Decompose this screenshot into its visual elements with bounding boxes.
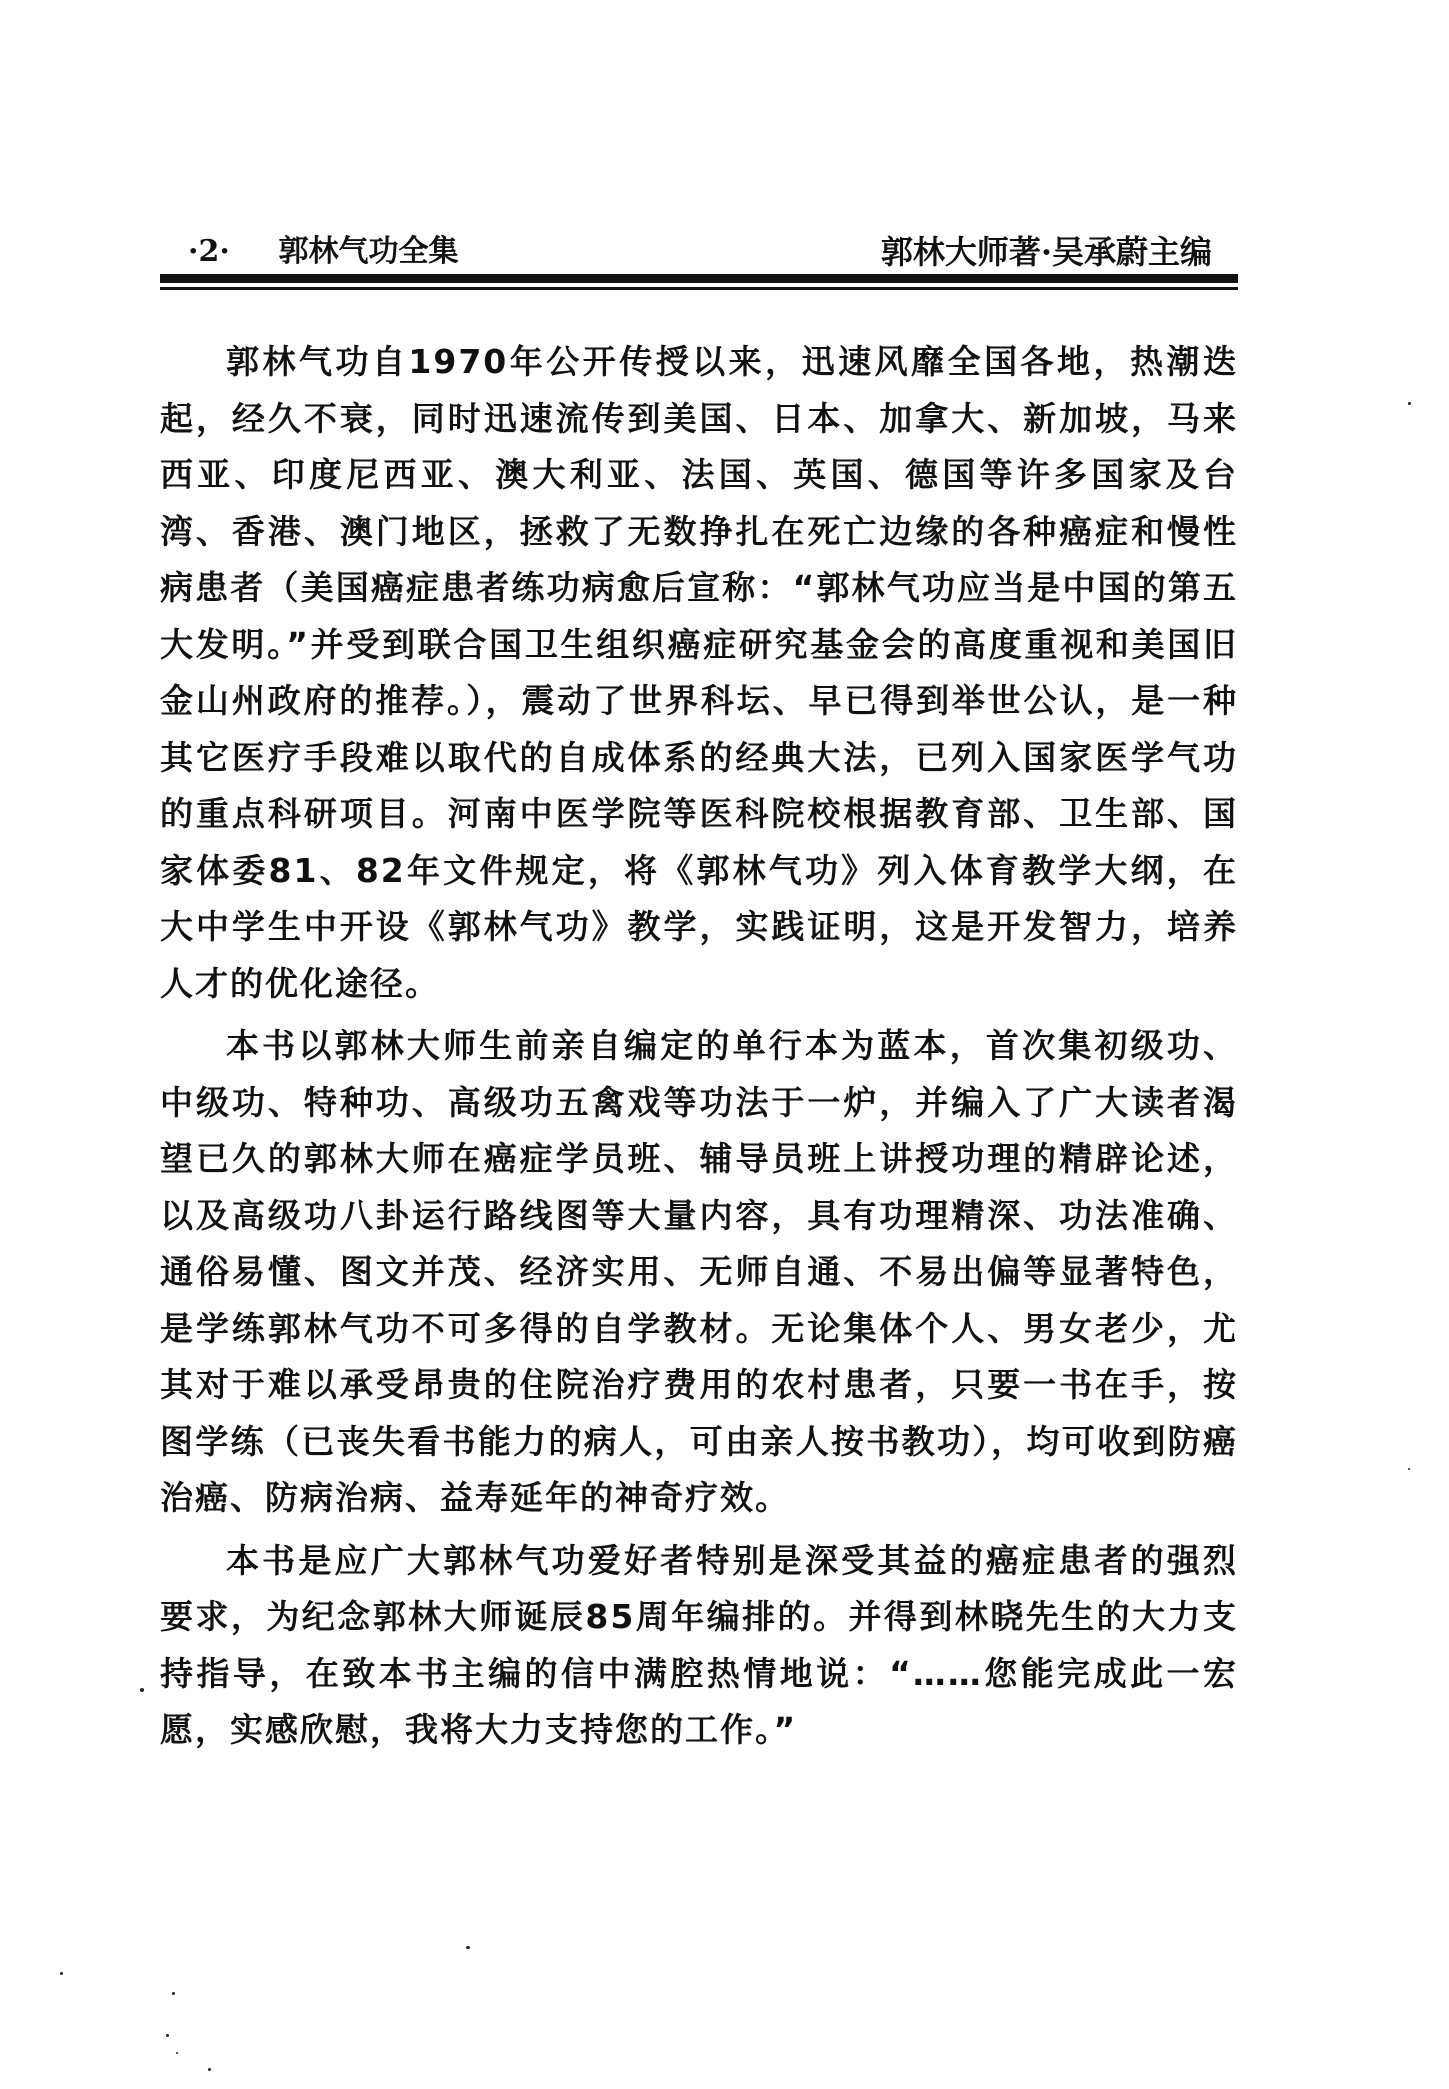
book-title: 郭林气功全集 [278, 234, 459, 269]
paragraph-1: 郭林气功自1970年公开传授以来，迅速风靡全国各地，热潮迭起，经久不衰，同时迅速流传到美国、日本、加拿大、新加坡，马来西亚、印度尼西亚、澳大利亚、法国、英国、德国等许多国家及台湾、香港、澳门地区，拯救了无数挣扎在死亡边缘的各种癌症和慢性病患者（美国癌症患者练功病愈后宣称：“郭林气功应当是中国的第五大发明。”并受到联合国卫生组织癌症研究基金会的高度重视和美国旧金山州政府的推荐。），震动了世界科坛、早已得到举世公认，是一种其它医疗手段难以取代的自成体系的经典大法，已列入国家医学气功的重点科研项目。河南中医学院等医科院校根据教育部、卫生部、国家体委81、82年文件规定，将《郭林气功》列入体育教学大纲，在大中学生中开设《郭林气功》教学，实践证明，这是开发智力，培养人才的优化途径。 [160, 342, 1238, 1003]
scan-speck [466, 1946, 470, 1949]
scan-speck [1408, 1468, 1410, 1470]
header-rule-thin [160, 287, 1238, 290]
page-number: ·2· [188, 234, 230, 269]
running-header [160, 222, 1240, 272]
scan-speck [1408, 402, 1411, 405]
author-line: 郭林大师著·吴承蔚主编 [880, 233, 1212, 271]
scan-speck [60, 1972, 63, 1975]
header-rule-thick [160, 274, 1238, 283]
scan-speck [140, 1688, 144, 1692]
paragraph-2: 本书以郭林大师生前亲自编定的单行本为蓝本，首次集初级功、中级功、特种功、高级功五禽戏等功法于一炉，并编入了广大读者渴望已久的郭林大师在癌症学员班、辅导员班上讲授功理的精辟论述，以及高级功八卦运行路线图等大量内容，具有功理精深、功法准确、通俗易懂、图文并茂、经济实用、无师自通、不易出偏等显著特色，是学练郭林气功不可多得的自学教材。无论集体个人、男女老少，尤其对于难以承受昂贵的住院治疗费用的农村患者，只要一书在手，按图学练（已丧失看书能力的病人，可由亲人按书教功），均可收到防癌治癌、防病治病、益寿延年的神奇疗效。 [160, 1026, 1238, 1517]
body-text [160, 334, 1238, 1765]
scan-speck [166, 2034, 169, 2037]
scan-speck [208, 2068, 211, 2071]
scan-speck [172, 1992, 175, 1995]
paragraph-3: 本书是应广大郭林气功爱好者特别是深受其益的癌症患者的强烈要求，为纪念郭林大师诞辰85周年编排的。并得到林晓先生的大力支持指导，在致本书主编的信中满腔热情地说：“……您能完成此一宏愿，实感欣慰，我将大力支持您的工作。” [160, 1540, 1238, 1749]
header-left [188, 234, 458, 270]
scan-speck [176, 2052, 178, 2054]
